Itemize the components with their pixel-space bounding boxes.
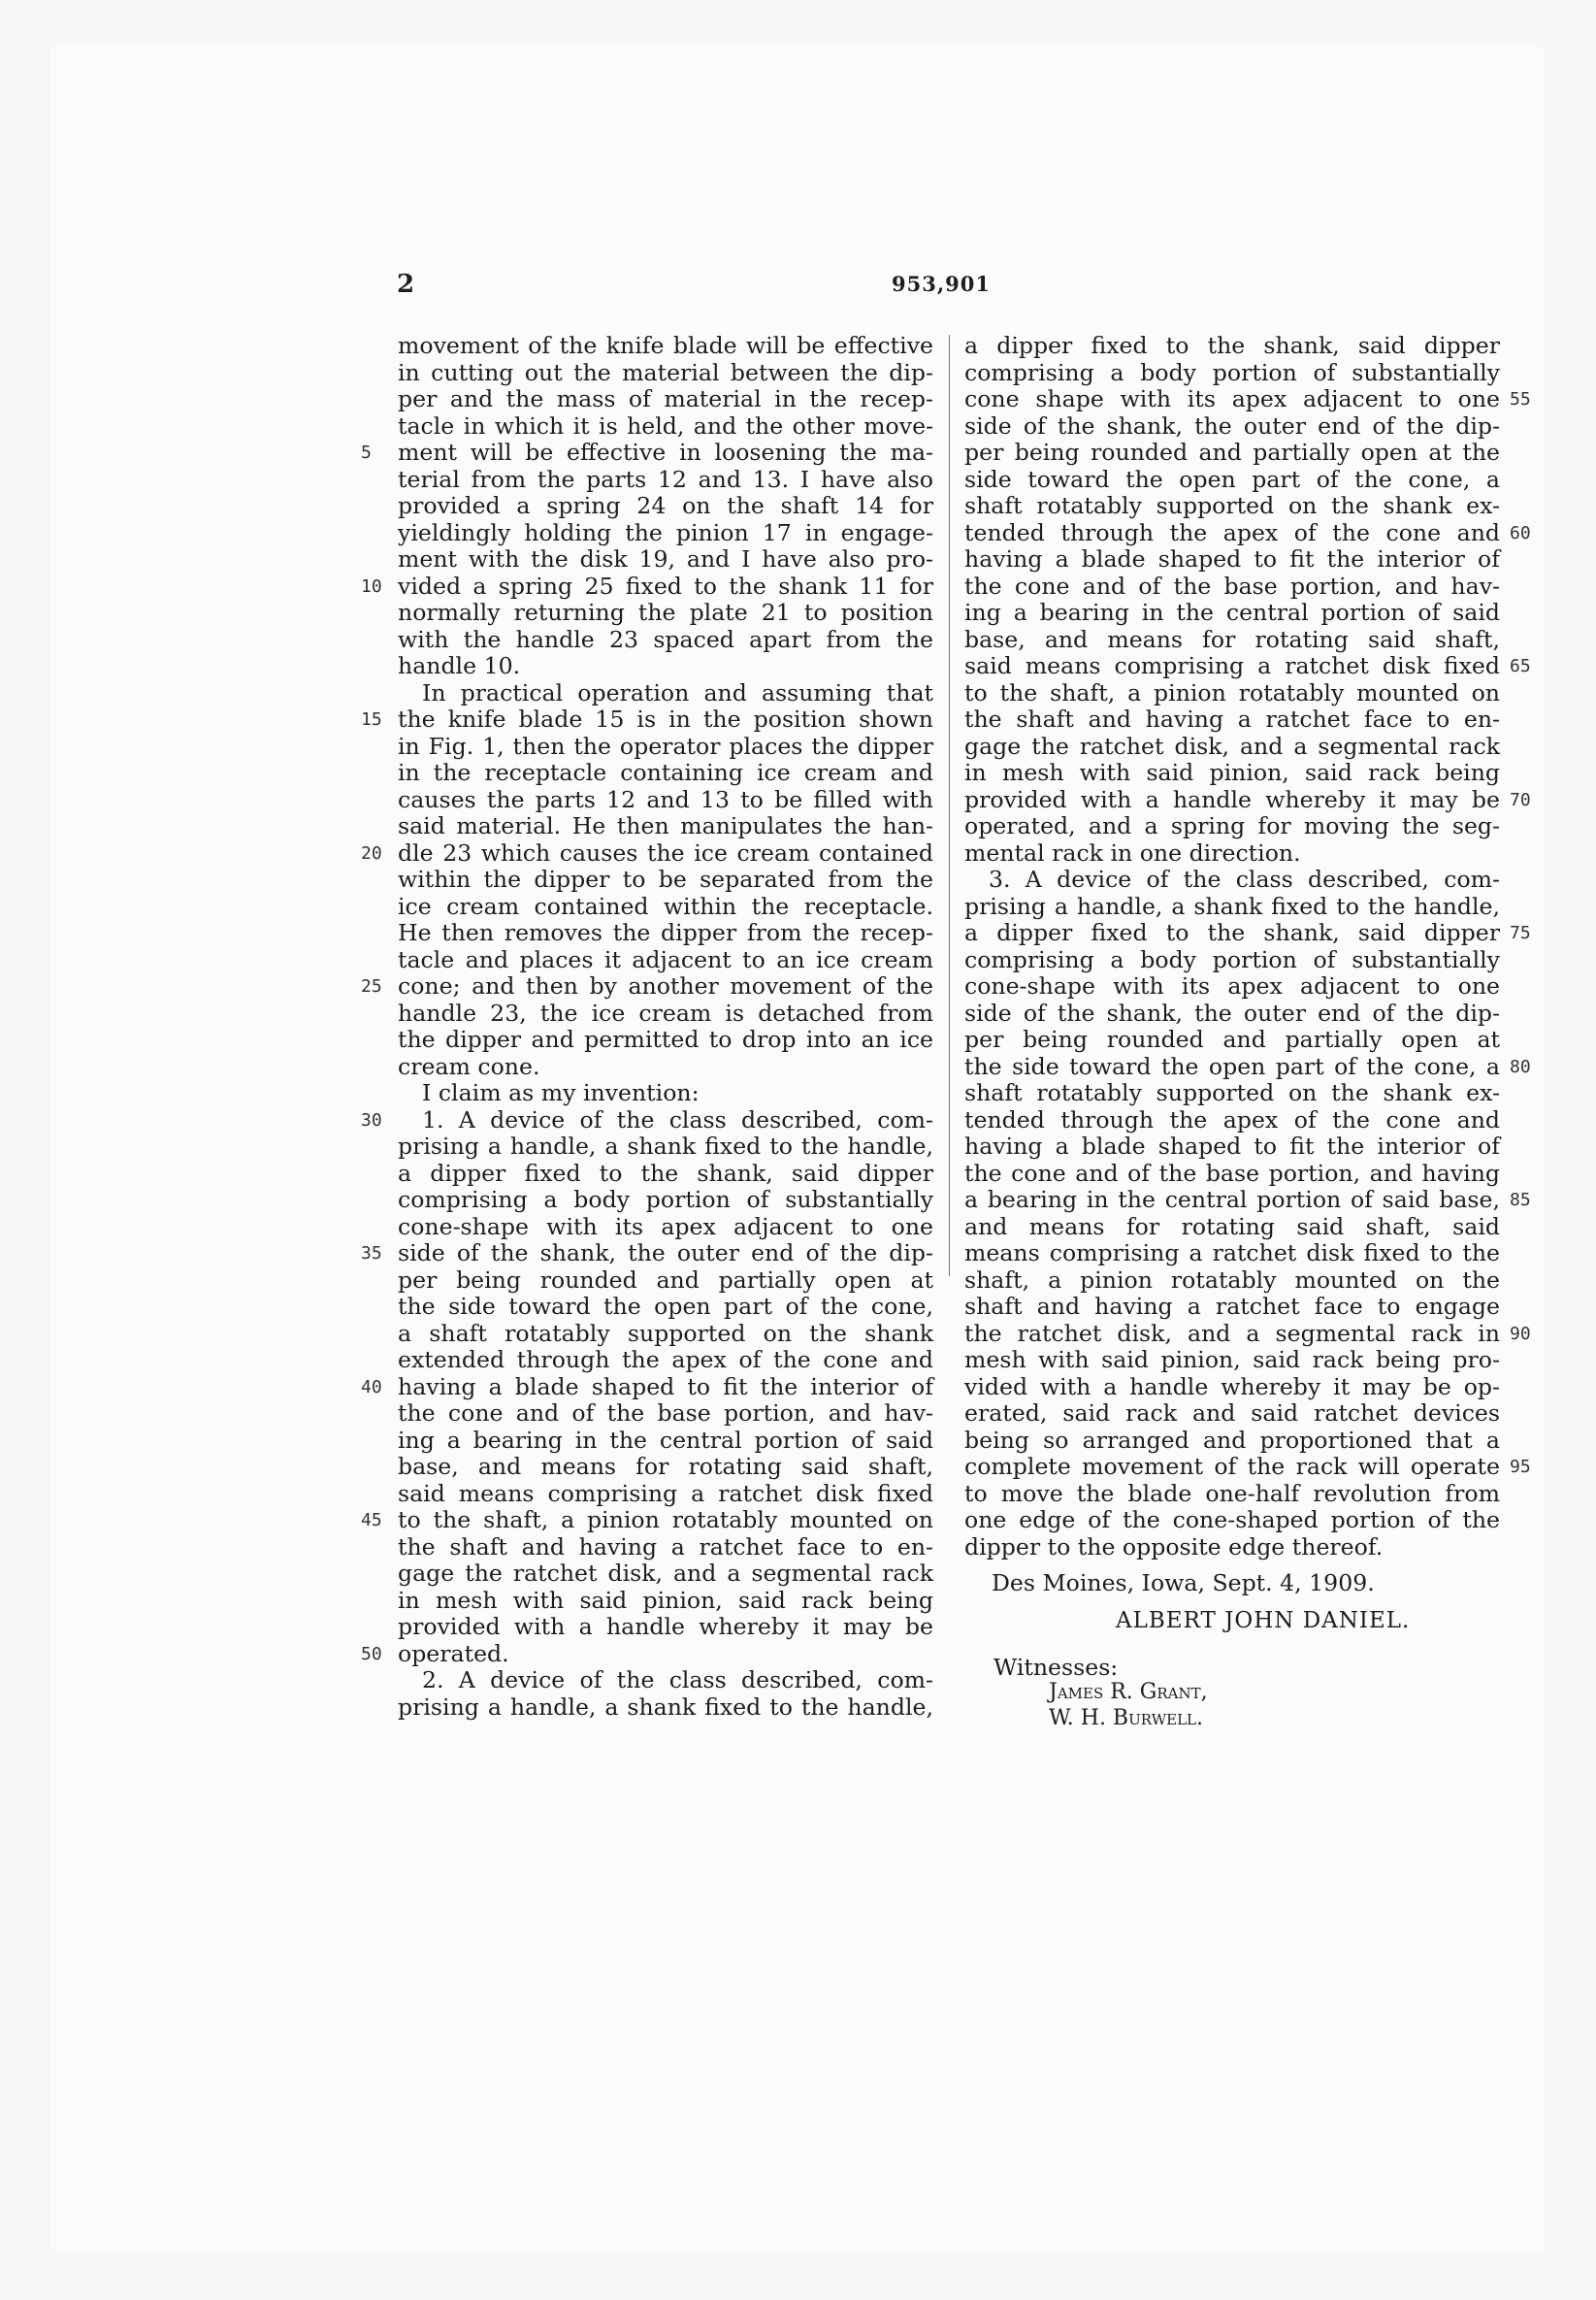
text-line: ing a bearing in the central portion of said bbox=[964, 599, 1500, 626]
text-line: the shaft and having a ratchet face to en- bbox=[398, 1532, 933, 1561]
text-line: shaft rotatably supported on the shank ex- bbox=[964, 492, 1500, 519]
text-line: being so arranged and proportioned that a bbox=[964, 1426, 1500, 1454]
text-line: complete movement of the rack will operate bbox=[964, 1453, 1500, 1480]
text-line: erated, said rack and said ratchet devices bbox=[964, 1399, 1500, 1427]
text-line: the knife blade 15 is in the position shown bbox=[398, 706, 933, 733]
text-line: cone shape with its apex adjacent to one bbox=[964, 385, 1500, 412]
text-line: side toward the open part of the cone, a bbox=[964, 465, 1500, 493]
line-number: 10 bbox=[361, 575, 382, 597]
text-line: said means comprising a ratchet disk fixed bbox=[964, 652, 1500, 679]
text-line: the side toward the open part of the cone, a bbox=[964, 1052, 1500, 1080]
line-number: 95 bbox=[1510, 1457, 1531, 1477]
patent-number: 953,901 bbox=[892, 272, 991, 296]
text-line: In practical operation and assuming that bbox=[422, 678, 933, 706]
text-line: to move the blade one-half revolution from bbox=[964, 1479, 1500, 1507]
text-line: dipper to the opposite edge thereof. bbox=[964, 1532, 1384, 1561]
line-number: 25 bbox=[361, 976, 382, 997]
text-line: ment will be effective in loosening the ma- bbox=[398, 439, 933, 466]
text-line: normally returning the plate 21 to position bbox=[398, 599, 933, 626]
text-line: a dipper fixed to the shank, said dipper bbox=[398, 1159, 933, 1187]
text-line: cream cone. bbox=[398, 1052, 540, 1080]
text-line: a shaft rotatably supported on the shank bbox=[398, 1319, 933, 1347]
text-line: comprising a body portion of substantially bbox=[964, 358, 1500, 386]
line-number: 55 bbox=[1510, 389, 1531, 410]
line-number: 75 bbox=[1510, 923, 1531, 943]
text-line: prising a handle, a shank fixed to the handle, bbox=[964, 892, 1500, 920]
text-line: I claim as my invention: bbox=[422, 1079, 700, 1106]
line-number: 45 bbox=[361, 1510, 382, 1530]
place-and-date: Des Moines, Iowa, Sept. 4, 1909. bbox=[992, 1569, 1375, 1596]
text-line: gage the ratchet disk, and a segmental rack bbox=[398, 1560, 933, 1587]
line-number: 30 bbox=[361, 1109, 382, 1131]
inventor-name: ALBERT JOHN DANIEL. bbox=[1116, 1608, 1411, 1633]
text-line: base, and means for rotating said shaft, bbox=[398, 1453, 933, 1480]
text-line: ment with the disk 19, and I have also pro- bbox=[398, 545, 933, 573]
text-line: tended through the apex of the cone and bbox=[964, 518, 1500, 546]
line-number: 80 bbox=[1510, 1056, 1531, 1077]
text-line: terial from the parts 12 and 13. I have also bbox=[398, 465, 933, 493]
text-line: mesh with said pinion, said rack being pro- bbox=[964, 1346, 1500, 1373]
line-number: 50 bbox=[361, 1643, 382, 1664]
right-text-column bbox=[964, 333, 1500, 1561]
text-line: the cone and of the base portion, and hav- bbox=[398, 1399, 933, 1427]
text-line: provided a spring 24 on the shaft 14 for bbox=[398, 492, 933, 519]
text-line: tended through the apex of the cone and bbox=[964, 1105, 1500, 1134]
text-line: shaft, a pinion rotatably mounted on the bbox=[964, 1265, 1500, 1294]
text-line: the side toward the open part of the cone, bbox=[398, 1293, 933, 1320]
text-line: shaft rotatably supported on the shank ex- bbox=[964, 1079, 1500, 1106]
text-line: to the shaft, a pinion rotatably mounted on bbox=[964, 678, 1500, 706]
text-line: the ratchet disk, and a segmental rack in bbox=[964, 1319, 1500, 1347]
text-line: and means for rotating said shaft, said bbox=[964, 1212, 1500, 1240]
text-line: per being rounded and partially open at bbox=[964, 1026, 1500, 1053]
text-line: ing a bearing in the central portion of said bbox=[398, 1426, 933, 1454]
witness-2: W. H. Burwell. bbox=[1049, 1706, 1203, 1730]
text-line: vided a spring 25 fixed to the shank 11 for bbox=[398, 572, 933, 600]
text-line: causes the parts 12 and 13 to be filled with bbox=[398, 785, 933, 813]
text-line: with the handle 23 spaced apart from the bbox=[398, 625, 933, 653]
text-line: one edge of the cone-shaped portion of the bbox=[964, 1506, 1500, 1533]
text-line: provided with a handle whereby it may be bbox=[964, 785, 1500, 813]
text-line: shaft and having a ratchet face to engage bbox=[964, 1293, 1500, 1320]
line-number: 5 bbox=[361, 443, 372, 463]
line-number: 65 bbox=[1510, 656, 1531, 676]
witness-1: James R. Grant, bbox=[1049, 1680, 1208, 1704]
text-line: tacle in which it is held, and the other move- bbox=[398, 411, 933, 440]
text-line: cone; and then by another movement of the bbox=[398, 972, 933, 1000]
text-line: having a blade shaped to fit the interior of bbox=[964, 545, 1500, 573]
text-line: per being rounded and partially open at bbox=[398, 1265, 933, 1294]
text-line: 3. A device of the class described, com- bbox=[989, 866, 1500, 893]
text-line: per being rounded and partially open at the bbox=[964, 439, 1500, 466]
text-line: dle 23 which causes the ice cream contained bbox=[398, 838, 933, 867]
line-number: 85 bbox=[1510, 1190, 1531, 1210]
text-line: cone-shape with its apex adjacent to one bbox=[964, 972, 1500, 1000]
text-line: having a blade shaped to fit the interior of bbox=[398, 1372, 933, 1400]
text-line: operated. bbox=[398, 1639, 509, 1667]
text-line: provided with a handle whereby it may be bbox=[398, 1613, 933, 1640]
text-line: operated, and a spring for moving the seg- bbox=[964, 812, 1500, 839]
text-line: in Fig. 1, then the operator places the dipper bbox=[398, 732, 933, 760]
witnesses-label: Witnesses: bbox=[993, 1654, 1119, 1681]
line-number: 70 bbox=[1510, 789, 1531, 810]
text-line: tacle and places it adjacent to an ice cream bbox=[398, 945, 933, 973]
text-line: mental rack in one direction. bbox=[964, 838, 1301, 867]
text-line: in mesh with said pinion, said rack being bbox=[964, 759, 1500, 786]
text-line: the cone and of the base portion, and hav- bbox=[964, 572, 1500, 600]
text-line: 2. A device of the class described, com- bbox=[422, 1666, 933, 1693]
text-line: within the dipper to be separated from the bbox=[398, 866, 933, 893]
line-number: 35 bbox=[361, 1243, 382, 1264]
text-line: yieldingly holding the pinion 17 in engage- bbox=[398, 518, 933, 546]
text-line: ice cream contained within the receptacle. bbox=[398, 892, 933, 920]
line-number: 40 bbox=[361, 1376, 382, 1397]
column-divider bbox=[949, 335, 950, 1276]
line-number: 20 bbox=[361, 842, 382, 864]
line-number: 90 bbox=[1510, 1323, 1531, 1344]
text-line: per and the mass of material in the recep- bbox=[398, 385, 933, 412]
text-line: side of the shank, the outer end of the dip- bbox=[964, 999, 1500, 1027]
text-line: cone-shape with its apex adjacent to one bbox=[398, 1212, 933, 1240]
text-line: side of the shank, the outer end of the dip- bbox=[964, 411, 1500, 440]
text-line: handle 10. bbox=[398, 652, 521, 679]
text-line: prising a handle, a shank fixed to the handle, bbox=[398, 1692, 933, 1721]
text-line: vided with a handle whereby it may be op- bbox=[964, 1372, 1500, 1400]
left-text-column bbox=[398, 333, 933, 1721]
text-line: extended through the apex of the cone and bbox=[398, 1346, 933, 1373]
text-line: comprising a body portion of substantially bbox=[398, 1186, 933, 1213]
text-line: a dipper fixed to the shank, said dipper bbox=[964, 332, 1500, 359]
text-line: in the receptacle containing ice cream and bbox=[398, 759, 933, 786]
text-line: movement of the knife blade will be effective bbox=[398, 332, 933, 359]
text-line: a dipper fixed to the shank, said dipper bbox=[964, 919, 1500, 946]
line-number: 15 bbox=[361, 709, 382, 730]
text-line: a bearing in the central portion of said base, bbox=[964, 1186, 1500, 1213]
page-number: 2 bbox=[397, 270, 414, 299]
text-line: having a blade shaped to fit the interior of bbox=[964, 1133, 1500, 1160]
text-line: in mesh with said pinion, said rack being bbox=[398, 1586, 933, 1614]
text-line: the cone and of the base portion, and having bbox=[964, 1159, 1500, 1187]
text-line: the dipper and permitted to drop into an ice bbox=[398, 1026, 933, 1053]
text-line: side of the shank, the outer end of the dip- bbox=[398, 1239, 933, 1266]
line-number: 60 bbox=[1510, 522, 1531, 543]
text-line: prising a handle, a shank fixed to the handle, bbox=[398, 1133, 933, 1160]
text-line: gage the ratchet disk, and a segmental rack bbox=[964, 732, 1500, 760]
text-line: said material. He then manipulates the han- bbox=[398, 812, 933, 839]
text-line: in cutting out the material between the dip- bbox=[398, 358, 933, 386]
text-line: said means comprising a ratchet disk fixed bbox=[398, 1479, 933, 1507]
text-line: to the shaft, a pinion rotatably mounted on bbox=[398, 1506, 933, 1533]
text-line: base, and means for rotating said shaft, bbox=[964, 625, 1500, 653]
text-line: means comprising a ratchet disk fixed to the bbox=[964, 1239, 1500, 1266]
text-line: the shaft and having a ratchet face to en- bbox=[964, 706, 1500, 733]
text-line: handle 23, the ice cream is detached from bbox=[398, 999, 933, 1027]
text-line: 1. A device of the class described, com- bbox=[422, 1105, 933, 1134]
text-line: comprising a body portion of substantially bbox=[964, 945, 1500, 973]
text-line: He then removes the dipper from the recep- bbox=[398, 919, 933, 946]
